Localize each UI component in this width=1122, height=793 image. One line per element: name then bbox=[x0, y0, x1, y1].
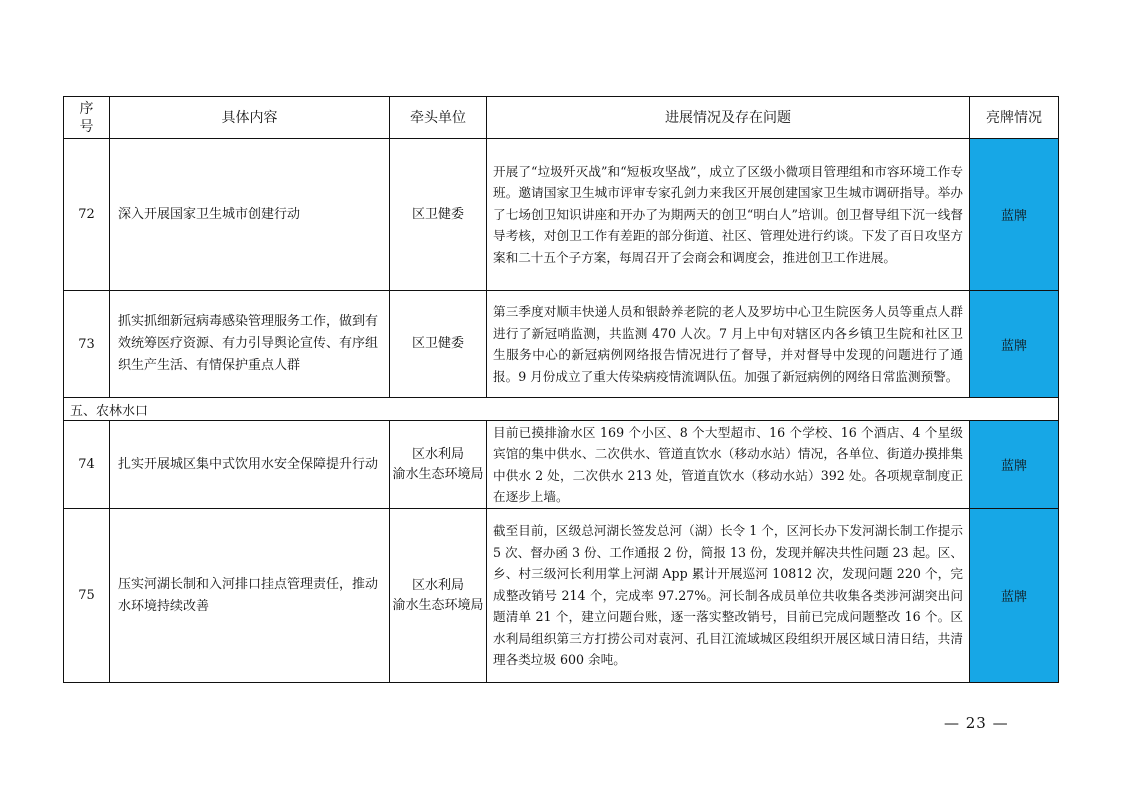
row-content: 抓实抓细新冠病毒感染管理服务工作，做到有效统筹医疗资源、有力引导舆论宣传、有序组织生产生活、有情保护重点人群 bbox=[110, 291, 390, 398]
table-row bbox=[64, 421, 1059, 509]
status-badge: 蓝牌 bbox=[970, 139, 1059, 291]
row-progress: 截至目前，区级总河湖长签发总河（湖）长令 1 个，区河长办下发河湖长制工作提示 5 次、督办函 3 份、工作通报 2 份，简报 13 份，发现并解决共性问题 23 起。区、乡、村三级河长利用掌上河湖 App 累计开展巡河 10812 次，发现问题 220 个，完成整改销号 214 个，完成率 97.27%。河长制各成员单位共收集各类涉河湖突出问题清单 21 个，建立问题台账，逐一落实整改销号，目前已完成问题整改 16 个。区水利局组织第三方打捞公司对袁河、孔目江流域城区段组织开展区域日清日结，共清理各类垃圾 600 余吨。 bbox=[487, 509, 970, 683]
table-row bbox=[64, 291, 1059, 398]
row-num: 74 bbox=[64, 421, 110, 509]
table-row bbox=[64, 139, 1059, 291]
progress-table bbox=[63, 96, 1059, 683]
page-number: — 23 — bbox=[944, 714, 1009, 732]
row-num: 73 bbox=[64, 291, 110, 398]
row-num: 75 bbox=[64, 509, 110, 683]
row-content: 深入开展国家卫生城市创建行动 bbox=[110, 139, 390, 291]
row-progress: 开展了“垃圾歼灭战”和“短板攻坚战”，成立了区级小微项目管理组和市容环境工作专班。邀请国家卫生城市评审专家孔剑力来我区开展创建国家卫生城市调研指导。举办了七场创卫知识讲座和开办了为期两天的创卫“明白人”培训。创卫督导组下沉一线督导考核，对创卫工作有差距的部分街道、社区、管理处进行约谈。下发了百日攻坚方案和二十五个子方案，每周召开了会商会和调度会，推进创卫工作进展。 bbox=[487, 139, 970, 291]
unit-line: 渝水生态环境局 bbox=[392, 466, 484, 482]
row-unit bbox=[390, 509, 487, 683]
row-num: 72 bbox=[64, 139, 110, 291]
row-progress: 目前已摸排渝水区 169 个小区、8 个大型超市、16 个学校、16 个酒店、4 个星级宾馆的集中供水、二次供水、管道直饮水（移动水站）情况，各单位、街道办摸排集中供水 2 处，二次供水 213 处，管道直饮水（移动水站）392 处。各项规章制度正在逐步上墙。 bbox=[487, 421, 970, 509]
unit-line: 区卫健委 bbox=[411, 206, 464, 222]
unit-line: 渝水生态环境局 bbox=[392, 597, 484, 613]
table-row bbox=[64, 509, 1059, 683]
section-title: 五、农林水口 bbox=[64, 398, 1059, 421]
status-badge: 蓝牌 bbox=[970, 421, 1059, 509]
status-badge: 蓝牌 bbox=[970, 509, 1059, 683]
row-unit bbox=[390, 291, 487, 398]
unit-line: 区水利局 bbox=[411, 446, 464, 462]
unit-line: 区水利局 bbox=[411, 577, 464, 593]
status-badge: 蓝牌 bbox=[970, 291, 1059, 398]
row-unit bbox=[390, 139, 487, 291]
row-progress: 第三季度对顺丰快递人员和银龄养老院的老人及罗坊中心卫生院医务人员等重点人群进行了新冠哨监测，共监测 470 人次。7 月上中旬对辖区内各乡镇卫生院和社区卫生服务中心的新冠病例网络报告情况进行了督导，并对督导中发现的问题进行了通报。9 月份成立了重大传染病疫情流调队伍。加强了新冠病例的网络日常监测预警。 bbox=[487, 291, 970, 398]
header-status: 亮牌情况 bbox=[970, 97, 1059, 139]
header-num: 序号 bbox=[64, 97, 110, 139]
header-row bbox=[64, 97, 1059, 139]
row-content: 压实河湖长制和入河排口挂点管理责任，推动水环境持续改善 bbox=[110, 509, 390, 683]
section-row bbox=[64, 398, 1059, 421]
header-unit: 牵头单位 bbox=[390, 97, 487, 139]
unit-line: 区卫健委 bbox=[411, 336, 464, 351]
header-progress: 进展情况及存在问题 bbox=[487, 97, 970, 139]
row-unit bbox=[390, 421, 487, 509]
row-content: 扎实开展城区集中式饮用水安全保障提升行动 bbox=[110, 421, 390, 509]
header-content: 具体内容 bbox=[110, 97, 390, 139]
